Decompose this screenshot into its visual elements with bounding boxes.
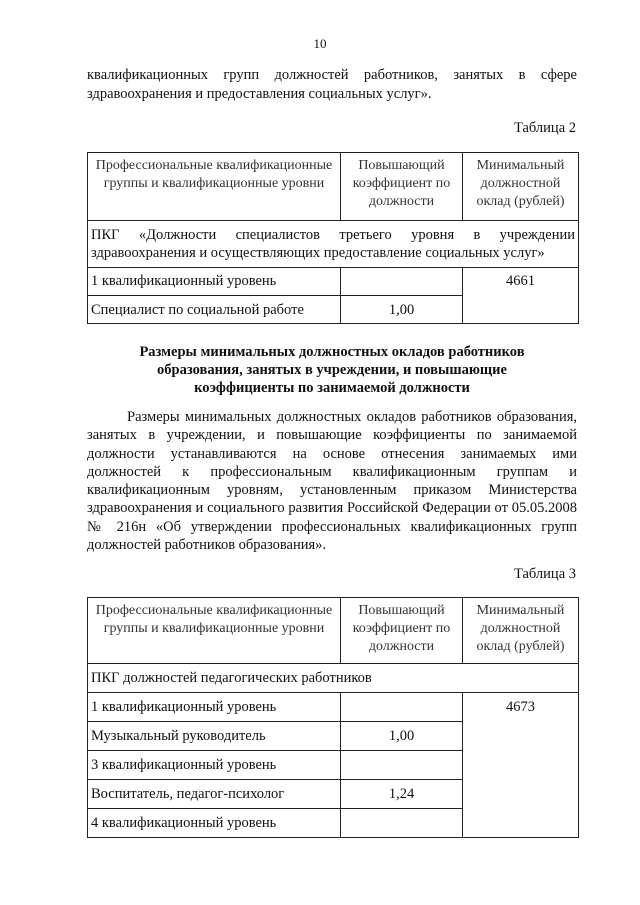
row-coef: [341, 809, 463, 838]
group-line: ПКГ «Должности специалистов третьего уровня в учреждении: [91, 227, 575, 243]
header-cell: Повышающий коэффициент по должности: [341, 153, 463, 221]
table-header-row: [88, 598, 579, 664]
table-2: [87, 152, 579, 324]
section-paragraph: Размеры минимальных должностных окладов работников образования, занятых в учреждении, и повышающие коэффициенты по занимаемой должности устанавливаются на основе отнесения занимаемых ими должностей к профессиональным квалификационным группам и квалификационным уровням, установленным приказом Министерства здравоохранения и социального развития Российской Федерации от 05.05.2008 № 216н «Об утверждении профессиональных квалификационных групп должностей работников образования».: [87, 409, 577, 554]
row-coef: 1,00: [341, 296, 463, 324]
intro-line: квалификационных групп должностей работников, занятых в сфере: [87, 67, 577, 83]
header-cell: Минимальный должностной оклад (рублей): [463, 598, 579, 664]
row-name: 4 квалификационный уровень: [88, 809, 341, 838]
row-coef: [341, 693, 463, 722]
section-heading: Размеры минимальных должностных окладов работников образования, занятых в учреждении, и повышающие коэффициенты по занимаемой должности: [139, 344, 525, 396]
header-cell: Повышающий коэффициент по должности: [341, 598, 463, 664]
group-row: [88, 221, 579, 268]
intro-text: [87, 66, 577, 104]
header-cell: Профессиональные квалификационные группы и квалификационные уровни: [88, 598, 341, 664]
header-cell: Профессиональные квалификационные группы и квалификационные уровни: [88, 153, 341, 221]
row-salary: 4661: [463, 268, 579, 324]
row-name: 1 квалификационный уровень: [88, 268, 341, 296]
table-row: [88, 693, 579, 722]
group-line: здравоохранения и осуществляющих предоставление социальных услуг»: [91, 245, 545, 261]
row-coef: [341, 268, 463, 296]
page-number: 10: [313, 36, 327, 51]
row-name: 3 квалификационный уровень: [88, 751, 341, 780]
row-coef: 1,00: [341, 722, 463, 751]
row-name: 1 квалификационный уровень: [88, 693, 341, 722]
header-cell: Минимальный должностной оклад (рублей): [463, 153, 579, 221]
row-name: Специалист по социальной работе: [88, 296, 341, 324]
row-salary: 4673: [463, 693, 579, 838]
row-coef: 1,24: [341, 780, 463, 809]
table3-caption: Таблица 3: [513, 566, 576, 582]
table-header-row: [88, 153, 579, 221]
intro-line: здравоохранения и предоставления социальных услуг».: [87, 86, 432, 102]
row-name: Музыкальный руководитель: [88, 722, 341, 751]
group-name: ПКГ должностей педагогических работников: [88, 664, 579, 693]
table-row: [88, 268, 579, 296]
row-coef: [341, 751, 463, 780]
table-3: [87, 597, 579, 838]
row-name: Воспитатель, педагог-психолог: [88, 780, 341, 809]
group-row: [88, 664, 579, 693]
table2-caption: Таблица 2: [513, 120, 576, 136]
